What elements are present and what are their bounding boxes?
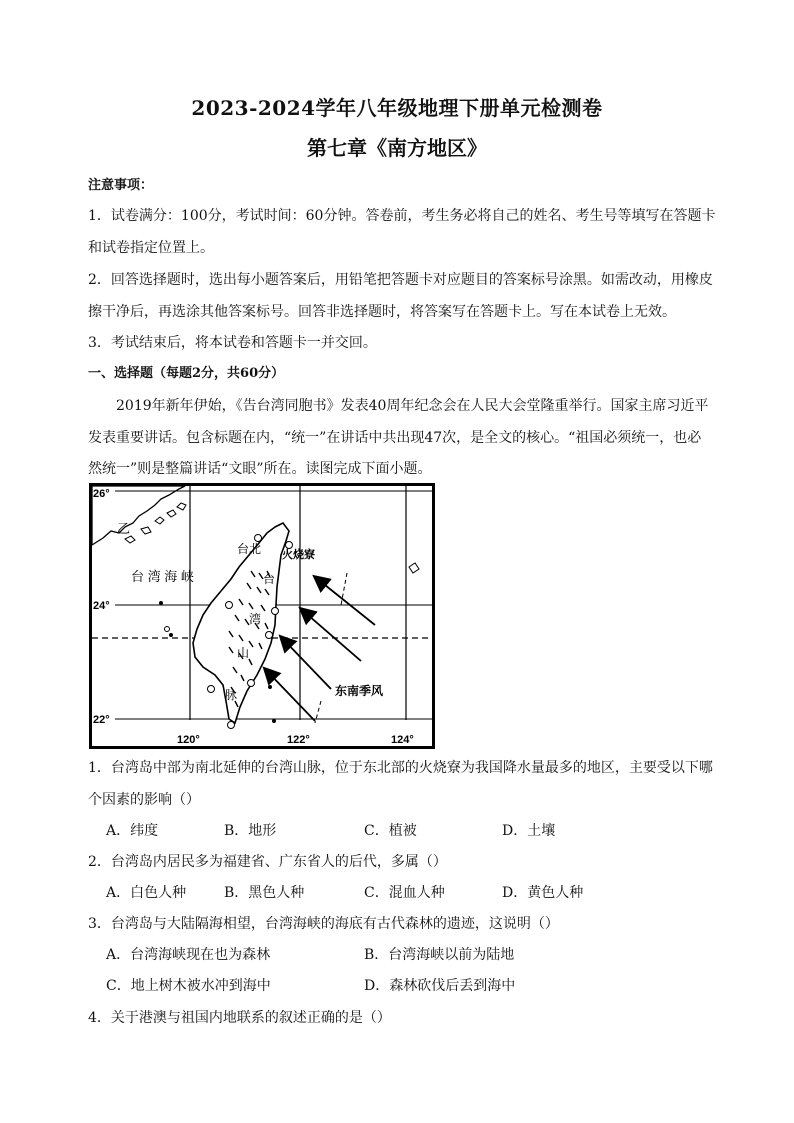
- map-lon-124: 124°: [391, 734, 414, 746]
- exam-title: 2023-2024学年八年级地理下册单元检测卷: [191, 96, 603, 120]
- map-label-monsoon: 东南季风: [335, 684, 384, 698]
- notice-item-2-line-2: 擦干净后，再选涂其他答案标号。回答非选择题时，将答案写在答题卡上。写在本试卷上无效。: [88, 304, 676, 320]
- map-label-huoshaoliao: 火烧寮: [282, 549, 315, 561]
- question-3-option-d[interactable]: D．森林砍伐后丢到海中: [364, 978, 516, 994]
- notice-item-2-line-1: 2．回答选择题时，选出每小题答案后，用铅笔把答题卡对应题目的答案标号涂黑。如需改动，用橡皮: [88, 272, 713, 288]
- map-label-tai: 台: [263, 572, 276, 586]
- map-lon-122: 122°: [287, 734, 310, 746]
- notice-item-1-line-2: 和试卷指定位置上。: [88, 240, 214, 256]
- question-2-option-d[interactable]: D．黄色人种: [502, 885, 584, 901]
- intro-line-3: 然统一”则是整篇讲话“文眼”所在。读图完成下面小题。: [88, 461, 432, 477]
- map-label-taipei: 台北: [237, 542, 262, 556]
- question-3-option-c[interactable]: C．地上树木被水冲到海中: [106, 978, 271, 994]
- question-3-option-a[interactable]: A．台湾海峡现在也为森林: [106, 947, 271, 963]
- map-label-strait: 台 湾 海 峡: [131, 569, 194, 584]
- question-1-stem-line-2: 个因素的影响（）: [88, 792, 200, 808]
- map-lat-26: 26°: [93, 488, 110, 500]
- question-1-option-a[interactable]: A．纬度: [106, 823, 159, 839]
- question-4-stem: 4．关于港澳与祖国内地联系的叙述正确的是（）: [88, 1010, 391, 1026]
- question-2-option-a[interactable]: A．白色人种: [106, 885, 187, 901]
- map-lat-22: 22°: [93, 714, 110, 726]
- taiwan-map: [89, 483, 435, 749]
- notice-heading: 注意事项：: [88, 178, 154, 193]
- question-1-option-c[interactable]: C．植被: [364, 823, 417, 839]
- question-2-option-c[interactable]: C．混血人种: [364, 885, 445, 901]
- question-2-option-b[interactable]: B．黑色人种: [224, 885, 305, 901]
- map-label-wan: 湾: [249, 612, 262, 626]
- intro-line-1: 2019年新年伊始，《告台湾同胞书》发表40周年纪念会在人民大会堂隆重举行。国家主席习近平: [116, 398, 709, 414]
- section-heading: 一、选择题（每题2分，共60分）: [88, 366, 285, 381]
- map-lon-120: 120°: [177, 734, 200, 746]
- map-lat-24: 24°: [93, 600, 110, 612]
- notice-item-3: 3．考试结束后，将本试卷和答题卡一并交回。: [88, 335, 377, 351]
- notice-item-1-line-1: 1．试卷满分：100分，考试时间：60分钟。答卷前，考生务必将自己的姓名、考生号等填写在答题卡: [88, 208, 716, 224]
- chapter-title: 第七章《南方地区》: [307, 136, 487, 160]
- question-3-stem: 3．台湾岛与大陆隔海相望，台湾海峡的海底有古代森林的遗迹，这说明（）: [88, 916, 559, 932]
- question-2-stem: 2．台湾岛内居民多为福建省、广东省人的后代，多属（）: [88, 854, 447, 870]
- question-1-option-d[interactable]: D．土壤: [502, 823, 556, 839]
- intro-line-2: 发表重要讲话。包含标题在内，“统一”在讲话中共出现47次，是全文的核心。“祖国必须统一，也必: [88, 430, 702, 446]
- map-label-shan: 山: [237, 646, 250, 660]
- map-label-yi: 乙: [117, 521, 131, 536]
- question-1-stem-line-1: 1．台湾岛中部为南北延伸的台湾山脉，位于东北部的火烧寮为我国降水量最多的地区，主要受以下哪: [88, 760, 713, 776]
- question-3-option-b[interactable]: B．台湾海峡以前为陆地: [364, 947, 515, 963]
- map-label-mai: 脉: [225, 688, 238, 702]
- question-1-option-b[interactable]: B．地形: [224, 823, 277, 839]
